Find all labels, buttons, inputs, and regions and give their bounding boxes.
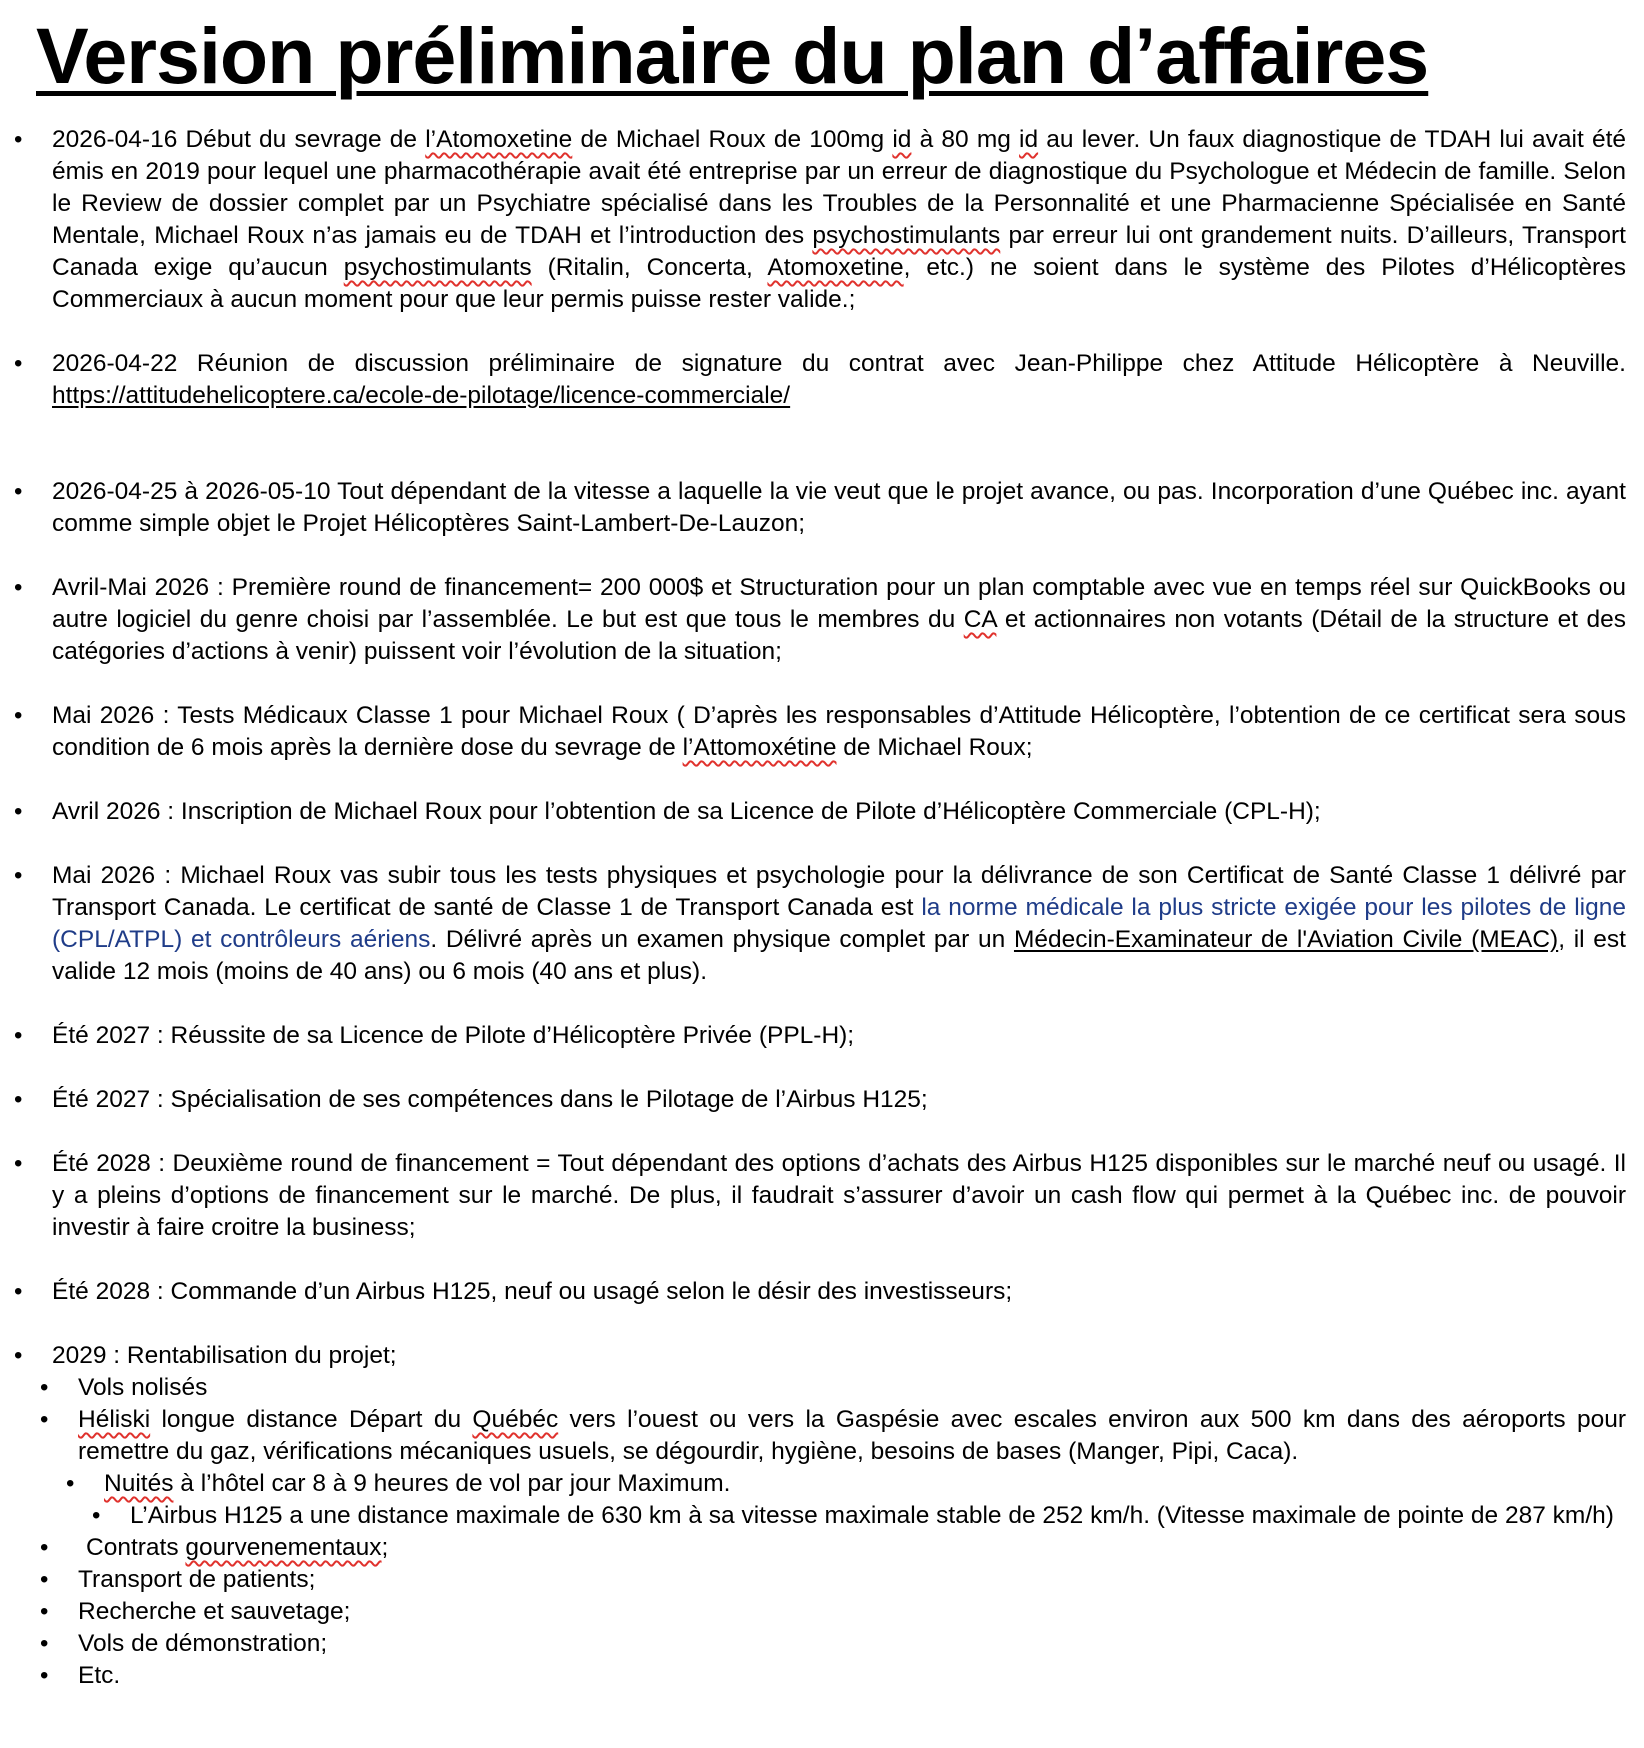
entry-text: 2026-04-22 Réunion de discussion préliminaire de signature du contrat avec Jean-Philippe chez Attitude Hélicoptère à Neuville.	[52, 350, 1626, 377]
entry-text: 2026-04-25 à 2026-05-10 Tout dépendant de la vitesse a laquelle la vie veut que le projet avance, ou pas. Incorporation d’une Québec inc. ayant comme simple objet le Projet Hélicoptères Saint-Lambert-De-Lauzon;	[52, 478, 1626, 537]
meac-link[interactable]: Médecin-Examinateur de l'Aviation Civile (MEAC)	[1013, 926, 1559, 953]
entry-text: , etc.) ne soient dans le système des Pilotes d’Hélicoptères Commerciaux à aucun moment pour que leur permis puisse rester valide.;	[52, 254, 1626, 313]
misspelled-word: psychostimulants	[343, 254, 532, 281]
bullet: •	[40, 1534, 49, 1561]
bullet: •	[14, 1278, 23, 1305]
entry-text: Mai 2026 : Michael Roux vas subir tous les tests physiques et psychologie pour la délivrance de son Certificat de Santé Classe 1 délivré par Transport Canada. Le certificat de santé de Classe 1 de Transport Canada est	[52, 862, 1626, 921]
misspelled-word: Québéc	[472, 1406, 559, 1433]
sub-item-text: ;	[381, 1534, 389, 1561]
misspelled-word: id	[892, 126, 912, 153]
bullet: •	[14, 126, 23, 153]
timeline-entry-2026-04-16	[14, 124, 1627, 316]
entry-text: , il est valide 12 mois (moins de 40 ans) ou 6 mois (40 ans et plus).	[52, 926, 1626, 985]
timeline-entry-first-financing	[14, 572, 1626, 668]
entry-text: de Michael Roux de 100mg	[572, 126, 893, 153]
misspelled-word: psychostimulants	[812, 222, 1001, 249]
sub-item-text: Vols de démonstration;	[78, 1630, 328, 1657]
bullet: •	[40, 1598, 49, 1625]
bullet: •	[14, 702, 23, 729]
sub-item-text: à l’hôtel car 8 à 9 heures de vol par jour Maximum.	[173, 1470, 731, 1497]
bullet: •	[40, 1566, 49, 1593]
bullet: •	[14, 1086, 23, 1113]
entry-text: Été 2028 : Commande d’un Airbus H125, neuf ou usagé selon le désir des investisseurs;	[52, 1278, 1013, 1305]
entry-text: (Ritalin, Concerta,	[531, 254, 768, 281]
timeline-entry-second-financing	[14, 1148, 1626, 1244]
sub-item-government-contracts	[40, 1532, 1626, 1564]
sub-item-text: Etc.	[78, 1662, 121, 1689]
misspelled-word: gourvenementaux	[185, 1534, 382, 1561]
entry-text: 2026-04-16 Début du sevrage de	[52, 126, 426, 153]
timeline-entry-health-certificate	[14, 860, 1626, 988]
timeline-entry-2029-profitability	[14, 1340, 1626, 1372]
bullet: •	[92, 1502, 101, 1529]
bullet: •	[40, 1630, 49, 1657]
sub-item-charter-flights	[40, 1372, 1626, 1404]
document-title: Version préliminaire du plan d’affaires	[36, 11, 1429, 100]
highlighted-text: la norme médicale la plus stricte exigée pour les pilotes de ligne (CPL/ATPL) et contrôleurs aériens	[52, 894, 1626, 953]
bullet: •	[14, 1150, 23, 1177]
entry-text: à 80 mg	[911, 126, 1020, 153]
bullet: •	[40, 1374, 49, 1401]
timeline-entry-2026-04-22	[14, 348, 1626, 412]
sub-item-text: Vols nolisés	[78, 1374, 208, 1401]
bullet: •	[14, 1342, 23, 1369]
timeline-entry-h125-specialisation	[14, 1084, 1626, 1116]
entry-text: au lever. Un faux diagnostique de TDAH lui avait été émis en 2019 pour lequel une pharmacothérapie avait été entreprise par un erreur de diagnostique du Psychologue et Médecin de famille. Selon le Review de dossier complet par un Psychiatre spécialisé dans les Troubles de la Personnalité et une Pharmacienne Spécialisée en Santé Mentale, Michael Roux n’as jamais eu de TDAH et l’introduction des	[52, 126, 1627, 249]
misspelled-word: l’Atomoxetine	[425, 126, 573, 153]
bullet: •	[66, 1470, 75, 1497]
business-plan-timeline	[0, 124, 1644, 1692]
timeline-entry-ppl-license	[14, 1020, 1626, 1052]
sub-item-text: Contrats	[86, 1534, 186, 1561]
sub-item-text: longue distance Départ du	[150, 1406, 473, 1433]
bullet: •	[14, 798, 23, 825]
timeline-entry-medical-tests	[14, 700, 1626, 764]
entry-text: . Délivré après un examen physique complet par un	[430, 926, 1014, 953]
sub-item-demo-flights	[40, 1628, 1626, 1660]
sub-item-text: Recherche et sauvetage;	[78, 1598, 351, 1625]
entry-text: Été 2028 : Deuxième round de financement = Tout dépendant des options d’achats des Airbus H125 disponibles sur le marché neuf ou usagé. Il y a pleins d’options de financement sur le marché. De plus, il faudrait s’assurer d’avoir un cash flow qui permet à la Québec inc. de pouvoir investir à faire croitre la business;	[52, 1150, 1626, 1241]
misspelled-word: Atomoxetine	[767, 254, 904, 281]
sub-item-text: Transport de patients;	[78, 1566, 316, 1593]
sub-item-hotel-nights	[66, 1468, 1626, 1500]
entry-text: de Michael Roux;	[836, 734, 1033, 761]
bullet: •	[14, 350, 23, 377]
sub-item-text: L’Airbus H125 a une distance maximale de 630 km à sa vitesse maximale stable de 252 km/h. (Vitesse maximale de pointe de 287 km/h)	[130, 1502, 1614, 1529]
bullet: •	[40, 1662, 49, 1689]
entry-text: par erreur lui ont grandement nuits. D’ailleurs, Transport Canada exige qu’aucun	[52, 222, 1626, 281]
bullet: •	[14, 478, 23, 505]
sub-item-heliski	[40, 1404, 1626, 1468]
timeline-entry-h125-order	[14, 1276, 1626, 1308]
bullet: •	[14, 862, 23, 889]
sub-item-h125-range	[92, 1500, 1626, 1532]
entry-text: Été 2027 : Réussite de sa Licence de Pilote d’Hélicoptère Privée (PPL-H);	[52, 1022, 855, 1049]
sub-item-patient-transport	[40, 1564, 1626, 1596]
misspelled-word: CA	[963, 606, 997, 633]
misspelled-word: l’Attomoxétine	[682, 734, 837, 761]
entry-text: Été 2027 : Spécialisation de ses compétences dans le Pilotage de l’Airbus H125;	[52, 1086, 928, 1113]
bullet: •	[14, 1022, 23, 1049]
sub-item-text: vers l’ouest ou vers la Gaspésie avec escales environ aux 500 km dans des aéroports pour remettre du gaz, vérifications mécaniques usuels, se dégourdir, hygiène, besoins de bases (Manger, Pipi, Caca).	[78, 1406, 1626, 1465]
misspelled-word: Héliski	[78, 1406, 151, 1433]
sub-item-etc	[40, 1660, 1626, 1692]
misspelled-word: id	[1019, 126, 1039, 153]
misspelled-word: Nuités	[104, 1470, 174, 1497]
entry-text: 2029 : Rentabilisation du projet;	[52, 1342, 397, 1369]
entry-text: Mai 2026 : Tests Médicaux Classe 1 pour Michael Roux ( D’après les responsables d’Attitude Hélicoptère, l’obtention de ce certificat sera sous condition de 6 mois après la dernière dose du sevrage de	[52, 702, 1626, 761]
attitude-helicoptere-link[interactable]: https://attitudehelicoptere.ca/ecole-de-pilotage/licence-commerciale/	[52, 382, 791, 409]
bullet: •	[40, 1406, 49, 1433]
timeline-entry-cpl-registration	[14, 796, 1626, 828]
sub-item-search-rescue	[40, 1596, 1626, 1628]
bullet: •	[14, 574, 23, 601]
entry-text: Avril-Mai 2026 : Première round de financement= 200 000$ et Structuration pour un plan comptable avec vue en temps réel sur QuickBooks ou autre logiciel du genre choisi par l’assemblée. Le but est que tous le membres du	[52, 574, 1626, 633]
timeline-entry-incorporation	[14, 476, 1626, 540]
entry-text: et actionnaires non votants (Détail de la structure et des catégories d’actions à venir) puissent voir l’évolution de la situation;	[52, 606, 1626, 665]
entry-text: Avril 2026 : Inscription de Michael Roux pour l’obtention de sa Licence de Pilote d’Hélicoptère Commerciale (CPL-H);	[52, 798, 1321, 825]
